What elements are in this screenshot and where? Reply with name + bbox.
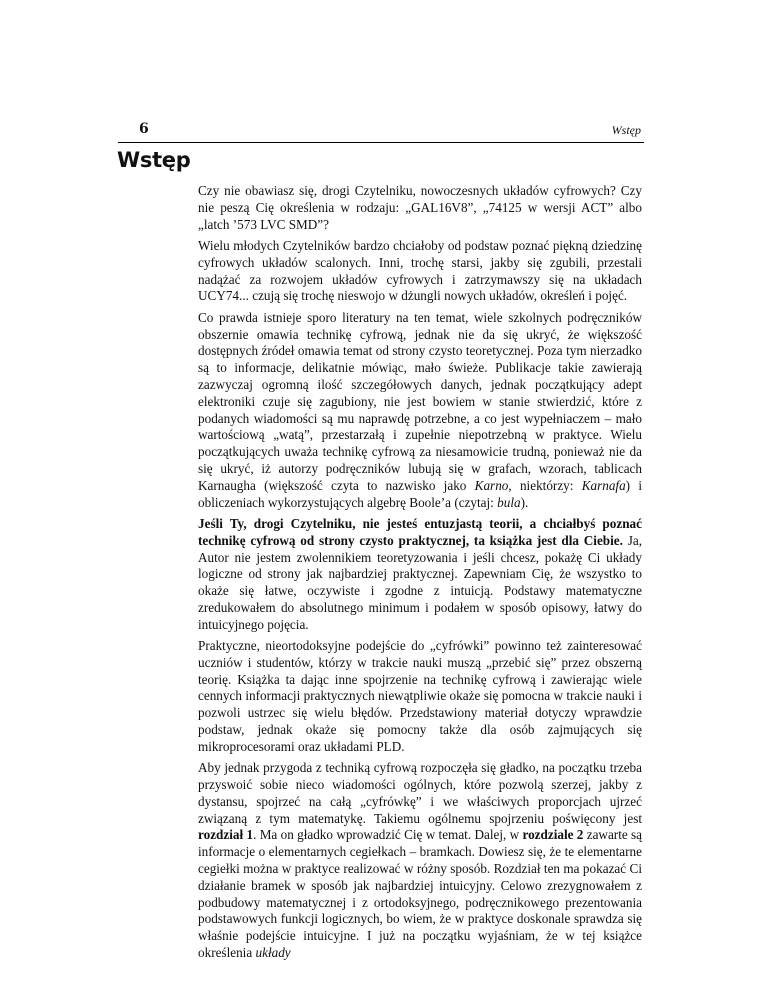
chapter-title: Wstęp (117, 148, 191, 172)
paragraph-4-bold-lead: Jeśli Ty, drogi Czytelniku, nie jesteś entuzjastą teorii, a chciałbyś poznać technikę cyfrową od strony czysto praktycznej, ta książka jest dla Ciebie. (198, 515, 642, 548)
paragraph-5: Praktyczne, nieortodoksyjne podejście do „cyfrówki” powinno też zainteresować uczniów i studentów, którzy w trakcie nauki muszą „przebić się” przez obszerną teorię. Książka ta dając inne spojrzenie na technikę cyfrową i zawierając wiele cennych informacji praktycznych niewątpliwie okaże się pomocna w trakcie nauki i pozwoli ustrzec się wielu błędów. Przedstawiony materiał dotyczy wprawdzie podstaw, jednak okaże się pomocny także dla osób zajmujących się mikroprocesorami oraz układami PLD. (198, 638, 642, 754)
chapter-ref-1: rozdział 1 (198, 827, 254, 843)
term-karno: Karno (474, 477, 509, 493)
body-text (198, 183, 642, 966)
paragraph-6-text-a: Aby jednak przygoda z techniką cyfrową rozpoczęła się gładko, na początku trzeba przyswoić sobie nieco wiadomości ogólnych, które pozwolą szerzej, jakby z dystansu, spojrzeć na całą „cyfrówkę” i we właściwych proporcjach ujrzeć związaną z tym matematykę. Takiemu ogólnemu spojrzeniu poświęcony jest (198, 760, 642, 826)
paragraph-3-text-c: ) i obliczeniach wykorzystujących algebrę Boole’a (czytaj: (198, 477, 642, 510)
running-head: Wstęp (611, 123, 641, 137)
paragraph-4 (198, 516, 642, 634)
paragraph-6-text-b: . Ma on gładko wprowadzić Cię w temat. Dalej, w (253, 827, 523, 843)
chapter-ref-2: rozdziale 2 (522, 827, 584, 843)
paragraph-3-text-d: ). (520, 494, 529, 510)
term-uklady: układy (255, 945, 291, 961)
term-karnafa: Karnafa (581, 477, 626, 493)
header-rule (118, 142, 644, 143)
paragraph-6 (198, 760, 642, 962)
term-bula: bula (497, 494, 521, 510)
paragraph-1: Czy nie obawiasz się, drogi Czytelniku, nowoczesnych układów cyfrowych? Czy nie peszą Cię określenia w rodzaju: „GAL16V8”, „74125 w wersji ACT” albo „latch ’573 LVC SMD”? (198, 183, 642, 232)
paragraph-4-text: Ja, Autor nie jestem zwolennikiem teoretyzowania i jeśli chcesz, pokażę Ci układy logiczne od strony jak najbardziej praktycznej. Zapewniam Cię, że wszystko to okaże się łatwe, oczywiste i zgodne z intuicją. Podstawy matematyczne zredukowałem do absolutnego minimum i podałem w sposób opisowy, łatwy do intuicyjnego pojęcia. (198, 532, 642, 632)
paragraph-2: Wielu młodych Czytelników bardzo chciałoby od podstaw poznać piękną dziedzinę cyfrowych układów scalonych. Inni, trochę starsi, jakby się zgubili, przestali nadążać za rozwojem układów cyfrowych i zatrzymawszy się na układach UCY74... czują się trochę nieswojo w dżungli nowych układów, określeń i pojęć. (198, 237, 642, 304)
paragraph-3 (198, 310, 642, 512)
paragraph-3-text-a: Co prawda istnieje sporo literatury na ten temat, wiele szkolnych podręczników obszernie omawia technikę cyfrową, jednak nie da się ukryć, że większość dostępnych źródeł omawia temat od strony czysto teoretycznej. Poza tym nierzadko są to informacje, delikatnie mówiąc, mało świeże. Publikacje takie zawierają zazwyczaj ogromną ilość szczegółowych danych, jednak początkujący adept elektroniki czuje się zagubiony, nie jest bowiem w stanie stwierdzić, które z podanych wiadomości są mu naprawdę potrzebne, a co jest wypełniaczem – mało wartościową „watą”, przestarzałą i zupełnie niepotrzebną w praktyce. Wielu początkujących uważa technikę cyfrową za niesamowicie trudną, ponieważ nie da się ukryć, iż autorzy podręczników lubują się w grafach, wzorach, tablicach Karnaugha (większość czyta to nazwisko jako (198, 309, 642, 493)
page-number: 6 (139, 121, 149, 137)
paragraph-6-text-c: zawarte są informacje o elementarnych cegiełkach – bramkach. Dowiesz się, że te elementarne cegiełki można w praktyce realizować w różny sposób. Rozdział ten ma pokazać Ci działanie bramek w sposób jak najbardziej intuicyjny. Celowo zrezygnowałem z podbudowy matematycznej i z ortodoksyjnego, podręcznikowego prezentowania podstawowych funkcji logicznych, bo wiem, że w praktyce doskonale sprawdza się właśnie podejście intuicyjne. I już na początku wyjaśniam, że w tej książce określenia (198, 827, 643, 961)
paragraph-3-text-b: , niektórzy: (508, 477, 582, 493)
